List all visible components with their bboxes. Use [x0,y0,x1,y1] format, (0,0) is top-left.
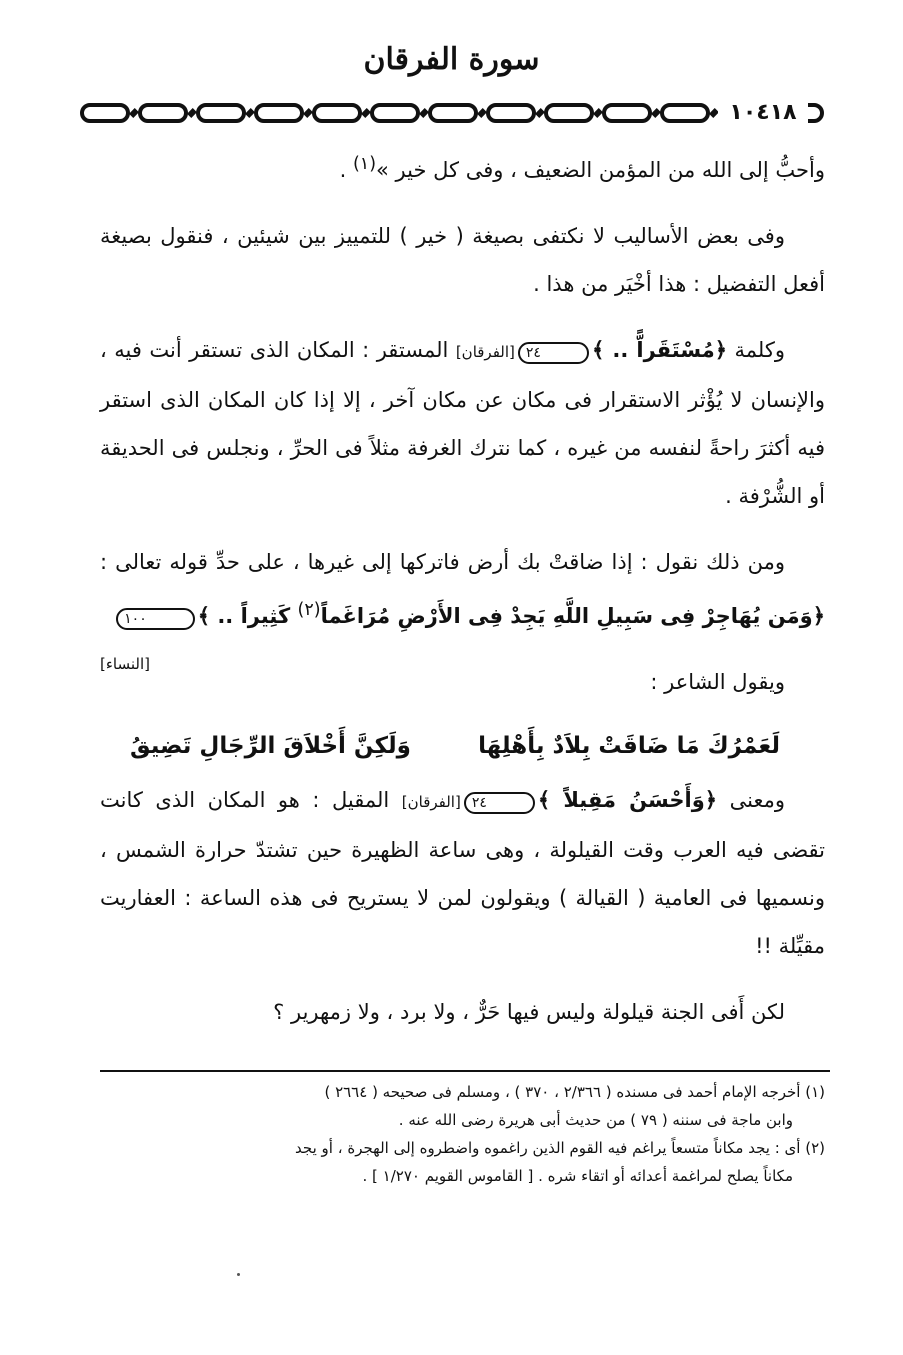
quran-quote-hijra: ﴿وَمَن يُهَاجِرْ فِى سَبِيلِ اللَّهِ يَجِدْ فِى الأَرْضِ مُرَاغَماً [320,604,825,628]
paragraph-3-rest: المستقر : المكان الذى تستقر أنت فيه ، والإنسان لا يُؤْثر الاستقرار فى مكان عن مكان آخر ، إلا إذا كان المكان الذى استقر فيه أكثرَ راحةً لنفسه من غيره ، كما نترك الغرفة مثلاً فى الحرِّ ، ونجلس فى الحديقة أو الشُّرْفة . [100,338,825,508]
footnote-marker-2: (٢) [297,600,321,620]
footnote-1-line-1: (١) أخرجه الإمام أحمد فى مسنده ( ٢/٣٦٦ ، ٣٧٠ ) ، ومسلم فى صحيحه ( ٢٦٦٤ ) [324,1083,825,1101]
surah-reference: [الفرقان] [401,793,461,811]
surah-title: سورة الفرقان [363,42,540,77]
paragraph-5 [100,776,825,970]
quran-quote-mustaqarran: ﴿مُسْتَقَراًّ .. ﴾ [591,338,728,362]
ayah-number-badge: ٢٤ [518,342,589,364]
paragraph-1 [100,140,825,194]
main-text [100,140,825,1036]
paragraph-5-start: ومعنى [717,788,785,812]
verse-second-hemistich: وَلَكِنَّ أَخْلاَقَ الرِّجَالِ تَضِيقُ [130,733,411,759]
print-speck [237,1273,240,1276]
footnotes [100,1078,825,1190]
footnote-separator [100,1070,830,1072]
paragraph-1-end: . [339,158,353,182]
footnote-2-line-1: (٢) أى : يجد مكاناً متسعاً يراغم فيه القوم الذين راغموه واضطروه إلى الهجرة ، أو يجد [295,1139,825,1157]
poet-intro: ويقول الشاعر : [650,670,785,694]
paragraph-4-start: ومن ذلك نقول : إذا ضاقتْ بك أرض فاتركها إلى غيرها ، على حدِّ قوله تعالى : [100,550,785,574]
surah-reference: [النساء] [100,655,150,673]
paragraph-5-rest: المقيل : هو المكان الذى كانت تقضى فيه العرب وقت القيلولة ، وهى ساعة الظهيرة حين تشتدّ حرارة الشمس ، ونسميها فى العامية ( القيالة ) ويقولون لمن لا يستريح فى هذه الساعة : العفاريت مقيِّلة !! [100,788,825,958]
paragraph-1-text: وأحبُّ إلى الله من المؤمن الضعيف ، وفى كل خير » [376,158,825,182]
paragraph-3-start: وكلمة [727,338,786,362]
ornamental-chain-rule [78,98,828,128]
poem-verse [100,722,825,770]
quran-quote-maqeel: ﴿وَأَحْسَنُ مَقِيلاً ﴾ [537,788,718,812]
paragraph-3 [100,326,825,520]
footnote-1-line-2: وابن ماجة فى سننه ( ٧٩ ) من حديث أبى هريرة رضى الله عنه . [398,1111,793,1129]
verse-first-hemistich: لَعَمْرُكَ مَا ضَاقَتْ بِلاَدٌ بِأَهْلِهَا [478,733,780,759]
ayah-number-badge: ٢٤ [464,792,535,814]
paragraph-6: لكن أَفى الجنة قيلولة وليس فيها حَرٌّ ، ولا برد ، ولا زمهرير ؟ [273,1000,785,1024]
ayah-number-badge: ١٠٠ [116,608,195,630]
paragraph-4 [100,538,825,673]
footnote-marker-1: (١) [352,154,377,174]
page-number: ١٠٤١٨ [718,99,808,127]
footnote-2-line-2: مكاناً يصلح لمراغمة أعدائه أو اتقاء شره . [ القاموس القويم ١/٢٧٠ ] . [362,1167,793,1185]
paragraph-2: وفى بعض الأساليب لا نكتفى بصيغة ( خير ) للتمييز بين شيئين ، فنقول بصيغة أفعل التفضيل : هذا أخْيَر من هذا . [100,224,825,296]
surah-reference: [الفرقان] [455,343,515,361]
quran-quote-hijra-end: كَثِيراً .. ﴾ [197,604,298,628]
